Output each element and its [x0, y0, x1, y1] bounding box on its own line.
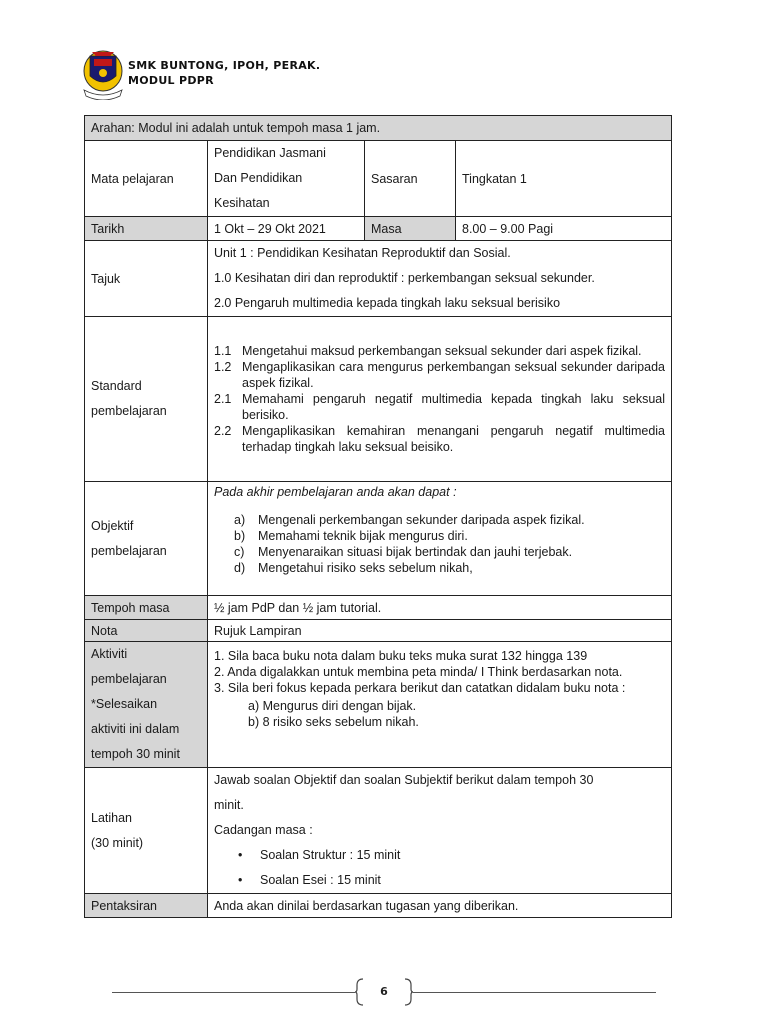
date-value: 1 Okt – 29 Okt 2021	[208, 217, 365, 241]
note-value: Rujuk Lampiran	[208, 620, 672, 642]
exercise-line: minit.	[214, 798, 244, 812]
activity-step: 3. Sila beri fokus kepada perkara berikut dan catatkan didalam buku nota :	[214, 681, 626, 695]
footer-rule-right	[413, 992, 656, 993]
objective-item	[234, 512, 665, 528]
exercise-label-line: Latihan	[91, 810, 133, 825]
exercise-content	[208, 768, 672, 894]
objective-label	[85, 482, 208, 596]
standard-list	[208, 317, 672, 482]
exercise-bullet: • Soalan Esei : 15 minit	[238, 868, 665, 893]
time-value: 8.00 – 9.00 Pagi	[456, 217, 672, 241]
objective-text: Mengenali perkembangan sekunder daripada aspek fizikal.	[258, 513, 585, 527]
objective-intro: Pada akhir pembelajaran anda akan dapat :	[214, 485, 457, 499]
objective-text: Mengetahui risiko seks sebelum nikah,	[258, 561, 473, 575]
module-table	[84, 115, 672, 918]
activity-label-line: tempoh 30 minit	[91, 747, 180, 761]
standard-item	[214, 359, 665, 391]
standard-label-line: Standard	[91, 379, 142, 393]
activity-subitem: a) Mengurus diri dengan bijak.	[248, 699, 417, 713]
activity-label-line: pembelajaran	[91, 672, 167, 686]
subject-row	[85, 141, 672, 217]
activity-content	[208, 642, 672, 768]
school-line: SMK BUNTONG, IPOH, PERAK.	[128, 59, 321, 72]
time-label: Masa	[365, 217, 456, 241]
objective-letter: a)	[234, 513, 246, 527]
note-label: Nota	[85, 620, 208, 642]
standard-text: Mengetahui maksud perkembangan seksual sekunder dari aspek fizikal.	[242, 344, 642, 358]
activity-row	[85, 642, 672, 768]
topic-line: 1.0 Kesihatan diri dan reproduktif : perkembangan seksual sekunder.	[214, 271, 595, 285]
objective-row	[85, 482, 672, 596]
activity-label-line: Aktiviti	[91, 647, 128, 661]
school-name	[128, 58, 320, 88]
page-number: 6	[380, 985, 388, 998]
objective-letter: d)	[234, 561, 246, 575]
duration-row	[85, 596, 672, 620]
subject-label: Mata pelajaran	[85, 141, 208, 217]
activity-step: 2. Anda digalakkan untuk membina peta minda/ I Think berdasarkan nota.	[214, 665, 623, 679]
target-value: Tingkatan 1	[456, 141, 672, 217]
objective-content	[208, 482, 672, 596]
standard-num: 2.1	[214, 392, 232, 406]
standard-text: Mengaplikasikan cara mengurus perkembangan seksual sekunder daripada aspek fizikal.	[242, 360, 665, 390]
objective-text: Menyenaraikan situasi bijak bertindak dan jauhi terjebak.	[258, 545, 573, 559]
standard-item	[214, 391, 665, 423]
objective-item	[234, 560, 665, 576]
standard-label	[85, 317, 208, 482]
activity-step: 1. Sila baca buku nota dalam buku teks muka surat 132 hingga 139	[214, 649, 588, 663]
subject-value	[208, 141, 365, 217]
standard-item	[214, 423, 665, 455]
duration-label: Tempoh masa	[85, 596, 208, 620]
assessment-row	[85, 894, 672, 918]
topic-label: Tajuk	[85, 241, 208, 317]
exercise-line: Jawab soalan Objektif dan soalan Subjektif berikut dalam tempoh 30	[214, 773, 594, 787]
module-line: MODUL PDPR	[128, 74, 214, 87]
standard-text: Memahami pengaruh negatif multimedia kepada tingkah laku seksual berisiko.	[242, 392, 665, 422]
school-crest-logo	[82, 48, 124, 100]
objective-letter: b)	[234, 529, 246, 543]
exercise-label-line: (30 minit)	[91, 835, 144, 850]
standard-label-line: pembelajaran	[91, 404, 167, 418]
standard-text: Mengaplikasikan kemahiran menangani pengaruh negatif multimedia terhadap tingkah laku seksual beisiko.	[242, 424, 665, 454]
exercise-suggest: Cadangan masa :	[214, 823, 313, 837]
instruction-text: Arahan: Modul ini adalah untuk tempoh masa 1 jam.	[85, 116, 672, 141]
exercise-label	[85, 768, 208, 894]
standard-item	[214, 343, 665, 359]
duration-value: ½ jam PdP dan ½ jam tutorial.	[208, 596, 672, 620]
assessment-value: Anda akan dinilai berdasarkan tugasan yang diberikan.	[208, 894, 672, 918]
objective-label-line: Objektif	[91, 518, 134, 533]
topic-row	[85, 241, 672, 317]
date-row	[85, 217, 672, 241]
subject-line: Kesihatan	[214, 196, 270, 210]
standard-row	[85, 317, 672, 482]
topic-line: Unit 1 : Pendidikan Kesihatan Reproduktif dan Sosial.	[214, 246, 511, 260]
topic-value	[208, 241, 672, 317]
standard-num: 1.1	[214, 344, 232, 358]
standard-num: 2.2	[214, 424, 232, 438]
subject-line: Dan Pendidikan	[214, 171, 303, 185]
exercise-row	[85, 768, 672, 894]
objective-text: Memahami teknik bijak mengurus diri.	[258, 529, 468, 543]
objective-letter: c)	[234, 545, 245, 559]
activity-label-line: *Selesaikan	[91, 697, 158, 711]
footer-rule-left	[112, 992, 355, 993]
date-label: Tarikh	[85, 217, 208, 241]
standard-num: 1.2	[214, 360, 232, 374]
activity-subitem: b) 8 risiko seks sebelum nikah.	[248, 715, 419, 729]
exercise-bullet: • Soalan Struktur : 15 minit	[238, 843, 665, 868]
target-label: Sasaran	[365, 141, 456, 217]
activity-label	[85, 642, 208, 768]
objective-item	[234, 544, 665, 560]
instruction-row	[85, 116, 672, 141]
objective-label-line: pembelajaran	[91, 543, 167, 558]
note-row	[85, 620, 672, 642]
subject-line: Pendidikan Jasmani	[214, 146, 326, 160]
topic-line: 2.0 Pengaruh multimedia kepada tingkah laku seksual berisiko	[214, 296, 561, 310]
objective-item	[234, 528, 665, 544]
assessment-label: Pentaksiran	[85, 894, 208, 918]
activity-label-line: aktiviti ini dalam	[91, 722, 180, 736]
